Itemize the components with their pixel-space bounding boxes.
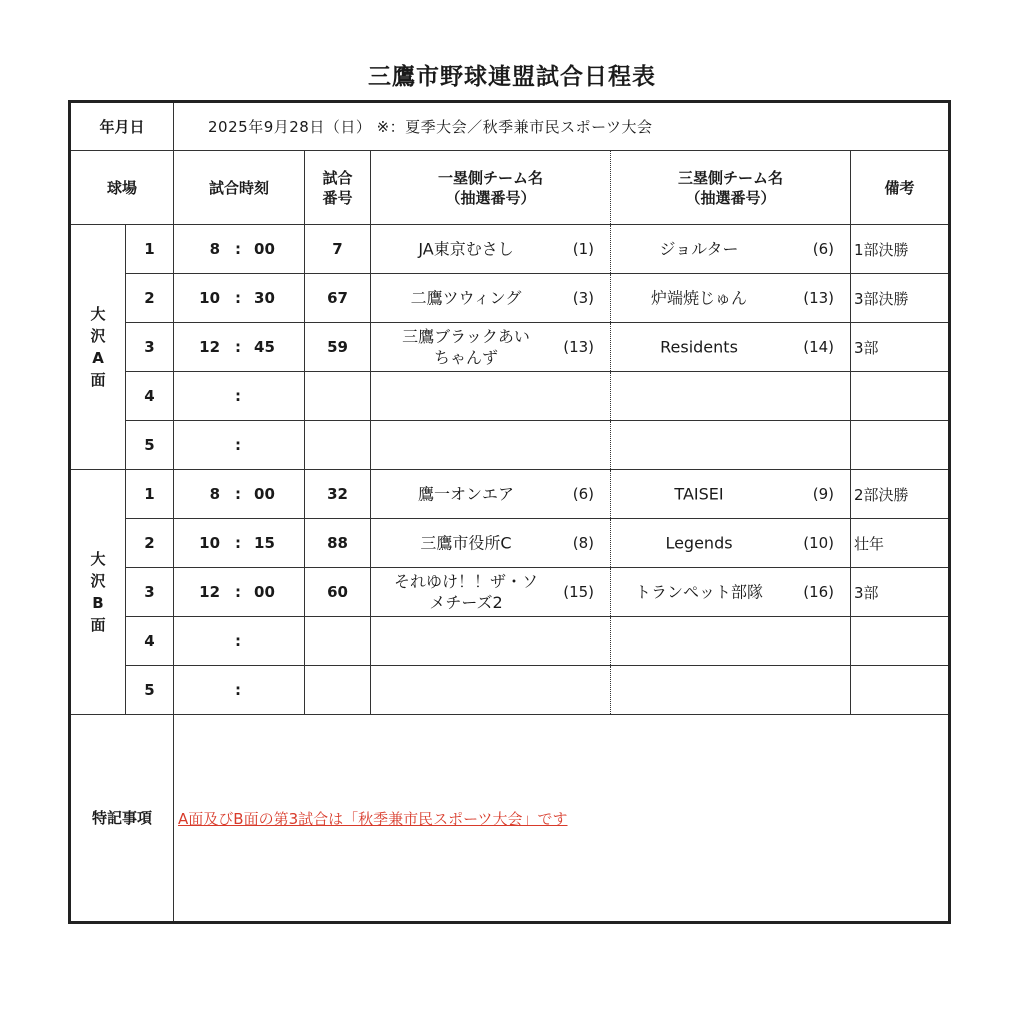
header-time: 試合時刻: [174, 151, 305, 225]
game-number: 59: [305, 323, 371, 372]
game-time: [174, 519, 305, 568]
game-number: [305, 421, 371, 470]
header-remarks: 備考: [851, 151, 950, 225]
time-hour: 8: [209, 240, 221, 258]
team1-name: 鷹一オンエア: [418, 484, 515, 504]
time-minute: 15: [254, 534, 275, 552]
game-number: 88: [305, 519, 371, 568]
field-name-char: 大: [90, 550, 106, 568]
game-number: [305, 372, 371, 421]
time-colon: :: [235, 436, 242, 454]
header-game-number: [305, 151, 371, 225]
field-name: [70, 470, 126, 715]
header-game-number-line2: 番号: [322, 188, 353, 207]
team2-name: ジョルター: [659, 239, 739, 259]
team1-lot: (13): [563, 338, 595, 356]
time-colon: :: [235, 583, 242, 601]
field-name-char: 面: [90, 371, 106, 389]
page-title: 三鷹市野球連盟試合日程表: [368, 64, 656, 90]
time-minute: 00: [254, 240, 275, 258]
remarks-cell: 3部: [851, 323, 950, 372]
field-name: [70, 225, 126, 470]
game-time: [174, 372, 305, 421]
time-hour: 10: [199, 534, 221, 552]
team1-name: それゆけ！！ザ・ソ メチーズ2: [394, 572, 539, 612]
time-minute: 30: [254, 289, 275, 307]
game-row: [70, 274, 950, 323]
row-number: 3: [126, 323, 174, 372]
team2-name: Residents: [660, 337, 738, 357]
time-colon: :: [235, 289, 242, 307]
team1-cell: [371, 421, 611, 470]
team2-lot: (13): [803, 289, 835, 307]
game-time: [174, 323, 305, 372]
time-minute: 00: [254, 485, 275, 503]
team1-lot: (3): [572, 289, 595, 307]
header-team2-line2: （抽選番号）: [685, 188, 776, 207]
header-team2: [611, 151, 851, 225]
team2-cell: [611, 666, 851, 715]
game-row: [70, 568, 950, 617]
remarks-cell: [851, 666, 950, 715]
game-number: 32: [305, 470, 371, 519]
row-number: 1: [126, 470, 174, 519]
remarks-cell: 1部決勝: [851, 225, 950, 274]
team1-lot: (6): [572, 485, 595, 503]
special-notes-text: A面及びB面の第3試合は「秋季兼市民スポーツ大会」です: [174, 715, 950, 923]
special-notes-row: [70, 715, 950, 923]
time-minute: 45: [254, 338, 275, 356]
remarks-cell: 2部決勝: [851, 470, 950, 519]
schedule-table: [68, 100, 951, 924]
row-number: 5: [126, 421, 174, 470]
team1-name: 三鷹ブラックあい ちゃんず: [402, 327, 530, 367]
row-number: 1: [126, 225, 174, 274]
game-time: [174, 421, 305, 470]
time-colon: :: [235, 681, 242, 699]
field-name-char: B: [92, 594, 104, 612]
team1-cell: [371, 617, 611, 666]
field-name-char: 面: [90, 616, 106, 634]
remarks-cell: 壮年: [851, 519, 950, 568]
team2-lot: (9): [812, 485, 835, 503]
time-hour: 12: [199, 583, 221, 601]
row-number: 5: [126, 666, 174, 715]
time-colon: :: [235, 632, 242, 650]
time-hour: 8: [209, 485, 221, 503]
header-team1-line1: 一塁側チーム名: [438, 168, 544, 187]
game-row: [70, 470, 950, 519]
game-time: [174, 617, 305, 666]
team2-lot: (10): [803, 534, 835, 552]
field-name-char: 沢: [90, 327, 106, 345]
team2-cell: [611, 519, 851, 568]
team1-cell: [371, 568, 611, 617]
game-row: [70, 421, 950, 470]
team2-cell: [611, 225, 851, 274]
row-number: 2: [126, 274, 174, 323]
date-label: 年月日: [70, 102, 174, 151]
time-colon: :: [235, 387, 242, 405]
header-field: 球場: [70, 151, 174, 225]
remarks-cell: [851, 617, 950, 666]
team1-cell: [371, 666, 611, 715]
row-number: 4: [126, 617, 174, 666]
special-notes-label: 特記事項: [70, 715, 174, 923]
row-number: 4: [126, 372, 174, 421]
game-number: 60: [305, 568, 371, 617]
team1-name: 二鷹ツウィング: [410, 288, 522, 308]
team2-lot: (14): [803, 338, 835, 356]
header-team2-line1: 三塁側チーム名: [678, 168, 784, 187]
game-row: [70, 323, 950, 372]
team1-cell: [371, 225, 611, 274]
team2-name: Legends: [665, 533, 733, 553]
team2-name: TAISEI: [674, 484, 724, 504]
game-number: [305, 617, 371, 666]
header-team1-line2: （抽選番号）: [445, 188, 536, 207]
row-number: 3: [126, 568, 174, 617]
team2-lot: (6): [812, 240, 835, 258]
time-colon: :: [235, 485, 242, 503]
game-row: [70, 617, 950, 666]
row-number: 2: [126, 519, 174, 568]
remarks-cell: 3部: [851, 568, 950, 617]
remarks-cell: [851, 372, 950, 421]
game-time: [174, 568, 305, 617]
header-row: [70, 151, 950, 225]
team2-cell: [611, 470, 851, 519]
time-minute: 00: [254, 583, 275, 601]
time-colon: :: [235, 534, 242, 552]
game-row: [70, 372, 950, 421]
game-number: [305, 666, 371, 715]
remarks-cell: 3部決勝: [851, 274, 950, 323]
game-time: [174, 470, 305, 519]
field-name-char: 沢: [90, 572, 106, 590]
team1-cell: [371, 323, 611, 372]
time-colon: :: [235, 338, 242, 356]
team2-cell: [611, 323, 851, 372]
field-name-char: A: [92, 349, 104, 367]
remarks-cell: [851, 421, 950, 470]
team2-cell: [611, 568, 851, 617]
team1-lot: (8): [572, 534, 595, 552]
game-number: 67: [305, 274, 371, 323]
game-time: [174, 274, 305, 323]
team2-name: トランペット部隊: [635, 582, 764, 602]
time-colon: :: [235, 240, 242, 258]
team1-cell: [371, 470, 611, 519]
game-number: 7: [305, 225, 371, 274]
time-hour: 12: [199, 338, 221, 356]
header-team1: [371, 151, 611, 225]
date-row: [70, 102, 950, 151]
team2-name: 炉端焼じゅん: [651, 288, 748, 308]
team1-cell: [371, 372, 611, 421]
team1-lot: (1): [572, 240, 595, 258]
team1-cell: [371, 274, 611, 323]
team1-name: JA東京むさし: [418, 239, 514, 259]
team2-cell: [611, 421, 851, 470]
team2-cell: [611, 617, 851, 666]
game-row: [70, 666, 950, 715]
team2-cell: [611, 274, 851, 323]
header-game-number-line1: 試合: [322, 168, 353, 187]
team2-cell: [611, 372, 851, 421]
time-hour: 10: [199, 289, 221, 307]
team1-name: 三鷹市役所C: [420, 533, 512, 553]
field-name-char: 大: [90, 305, 106, 323]
game-time: [174, 225, 305, 274]
team1-cell: [371, 519, 611, 568]
game-row: [70, 225, 950, 274]
game-time: [174, 666, 305, 715]
game-row: [70, 519, 950, 568]
team2-lot: (16): [803, 583, 835, 601]
team1-lot: (15): [563, 583, 595, 601]
date-value: 2025年9月28日（日） ※：夏季大会／秋季兼市民スポーツ大会: [174, 102, 950, 151]
